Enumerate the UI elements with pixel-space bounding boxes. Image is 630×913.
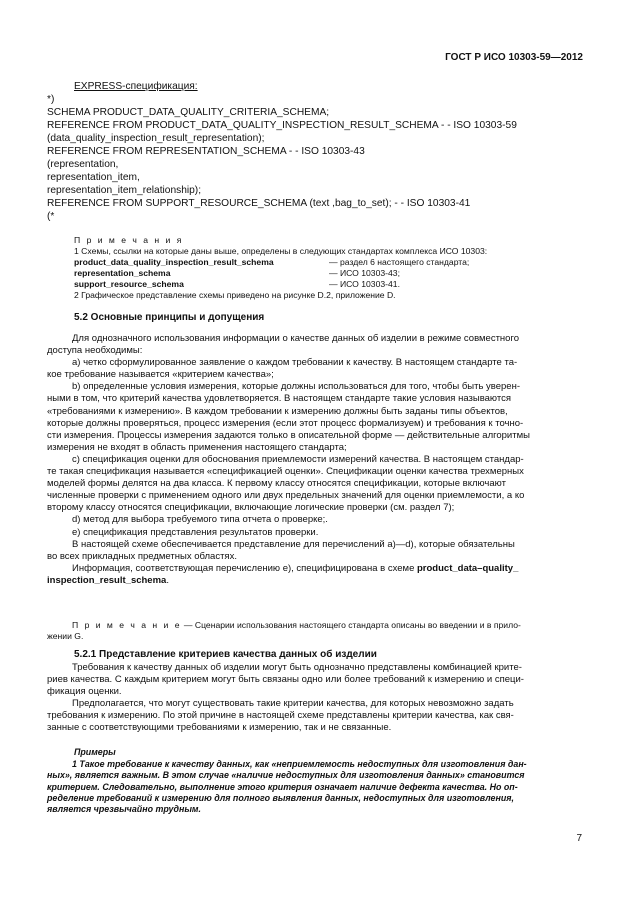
- paragraph-line: кое требование называется «критерием качества»;: [47, 369, 274, 381]
- notes-title: П р и м е ч а н и я: [74, 235, 184, 245]
- code-line: REFERENCE FROM SUPPORT_RESOURCE_SCHEMA (text ,bag_to_set); - - ISO 10303-41: [47, 198, 471, 209]
- note-ref-schema: product_data_quality_inspection_result_schema: [74, 257, 274, 267]
- code-line: *): [47, 94, 55, 105]
- paragraph-line: b) определенные условия измерения, которые должны использоваться для того, чтобы быть уверен-: [72, 381, 520, 393]
- paragraph-line: [47, 563, 530, 575]
- paragraph-line: фикация оценки.: [47, 686, 122, 698]
- paragraph-line: ными в том, что критерий качества удовлетворяется. В настоящем стандарте такие условия называются: [47, 393, 511, 405]
- section-5-2-body: [47, 333, 530, 587]
- paragraph-line: во всех прикладных предметных областях.: [47, 550, 237, 562]
- note-text: — Сценарии использования настоящего стандарта описаны во введении и в прило-: [181, 620, 521, 630]
- example-line: ных», является важным. В этом случае «наличие недоступных для изготовления данных» становится: [47, 770, 525, 781]
- code-line: (*: [47, 211, 55, 222]
- note-ref-schema: representation_schema: [74, 268, 171, 278]
- paragraph-line: те такая спецификация называется «спецификацией оценки». Спецификации оценки качества трехмерных: [47, 466, 524, 478]
- note-scenarios: [47, 620, 521, 642]
- note-ref-row: [74, 268, 487, 279]
- paragraph-line: риев качества. С каждым критерием могут быть связаны одно или более требований к измерению и специ-: [47, 674, 524, 686]
- example-line: ределение требований к измерению для полного выявления данных, недоступных для изготовления,: [47, 792, 514, 803]
- paragraph-line: а) четко сформулированное заявление о каждом требовании к качеству. В настоящем стандарте та-: [72, 357, 518, 369]
- note-ref-schema: support_resource_schema: [74, 279, 184, 289]
- paragraph-line: Для однозначного использования информации о качестве данных об изделии в режиме совместного: [72, 333, 519, 344]
- note-ref-target: — раздел 6 настоящего стандарта;: [329, 257, 470, 267]
- paragraph-line: d) метод для выбора требуемого типа отчета о проверке;.: [72, 514, 328, 526]
- paragraph-line: Предполагается, что могут существовать такие критерии качества, для которых невозможно задать: [72, 698, 514, 710]
- paragraph-line: сти измерения. Процессы измерения задаются только в описательной форме — действительные алгоритмы: [47, 429, 530, 441]
- paragraph-line: измерения не входят в область применения настоящего стандарта;: [47, 441, 347, 453]
- paragraph-line: второму классу относятся спецификации, включающие логические проверки (см. раздел 7);: [47, 502, 455, 514]
- section-5-2-1-body: [47, 662, 524, 735]
- paragraph-line: доступа необходимы:: [47, 345, 143, 357]
- page-number: 7: [576, 833, 582, 844]
- paragraph-line: В настоящей схеме обеспечивается представление для перечислений а)—d), которые обязательны: [72, 538, 515, 550]
- paragraph-line: требования к измерению. По этой причине в настоящей схеме представлены критерии качества, как свя-: [47, 710, 514, 722]
- code-line: REFERENCE FROM PRODUCT_DATA_QUALITY_INSPECTION_RESULT_SCHEMA - - ISO 10303-59: [47, 120, 517, 131]
- document-header: ГОСТ Р ИСО 10303-59—2012: [445, 52, 583, 63]
- example-line: критерием. Следовательно, выполнение этого критерия означает наличие дефекта качества. Но оп-: [47, 781, 518, 792]
- note-ref-target: — ИСО 10303-43;: [329, 268, 400, 278]
- code-line: (data_quality_inspection_result_representation);: [47, 133, 265, 144]
- example-line: является чрезвычайно трудным.: [47, 804, 201, 815]
- examples-title: Примеры: [74, 747, 116, 757]
- section-heading-5-2-1: 5.2.1 Представление критериев качества данных об изделии: [74, 649, 377, 660]
- note-2: 2 Графическое представление схемы приведено на рисунке D.2, приложение D.: [74, 290, 396, 300]
- code-line: representation_item,: [47, 172, 140, 183]
- paragraph-line: численные проверки с применением одного или двух предельных значений для оценки приемлемости, а ко: [47, 490, 525, 502]
- info-schema-name: product_data–quality_: [417, 562, 519, 574]
- section-heading-5-2: 5.2 Основные принципы и допущения: [74, 312, 265, 323]
- code-line: representation_item_relationship);: [47, 185, 202, 196]
- examples-body: [47, 759, 527, 815]
- note-1: 1 Схемы, ссылки на которые даны выше, определены в следующих стандартах комплекса ИСО 10303:: [74, 246, 488, 256]
- note-ref-row: [74, 279, 487, 290]
- note-ref-target: — ИСО 10303-41.: [329, 279, 400, 289]
- note-label: П р и м е ч а н и е: [72, 620, 182, 630]
- paragraph-line: [47, 575, 530, 587]
- notes-block: [74, 235, 487, 301]
- paragraph-line: которые должны проверяться, процесс измерения (если этот процесс формализуем) и требования к точно-: [47, 417, 524, 429]
- express-label: EXPRESS-спецификация:: [74, 81, 198, 92]
- paragraph-line: Требования к качеству данных об изделии могут быть однозначно представлены комбинацией крите-: [72, 662, 522, 673]
- paragraph-line: «требованиями к измерению». В каждом требовании к измерению должны быть заданы типы объектов,: [47, 405, 508, 417]
- paragraph-line: моделей формы делятся на два класса. К первому классу относятся спецификации, которые включают: [47, 478, 506, 490]
- info-suffix: .: [166, 574, 169, 586]
- note-line: [47, 620, 521, 631]
- note-line: жении G.: [47, 631, 84, 641]
- express-code: [47, 93, 517, 223]
- code-line: (representation,: [47, 159, 119, 170]
- code-line: REFERENCE FROM REPRESENTATION_SCHEMA - - ISO 10303-43: [47, 146, 365, 157]
- info-schema-name: inspection_result_schema: [47, 574, 167, 586]
- note-ref-row: [74, 257, 487, 268]
- info-prefix: Информация, соответствующая перечислению е), специфицирована в схеме: [72, 562, 417, 574]
- paragraph-line: занные с соответствующими требованиями к измерению, так и не связанные.: [47, 722, 392, 734]
- paragraph-line: е) спецификация представления результатов проверки.: [72, 526, 319, 538]
- paragraph-line: с) спецификация оценки для обоснования приемлемости измерений качества. В настоящем стандар-: [72, 453, 524, 465]
- code-line: SCHEMA PRODUCT_DATA_QUALITY_CRITERIA_SCHEMA;: [47, 107, 330, 118]
- example-line: 1 Такое требование к качеству данных, как «неприемлемость недоступных для изготовления дан-: [72, 759, 527, 769]
